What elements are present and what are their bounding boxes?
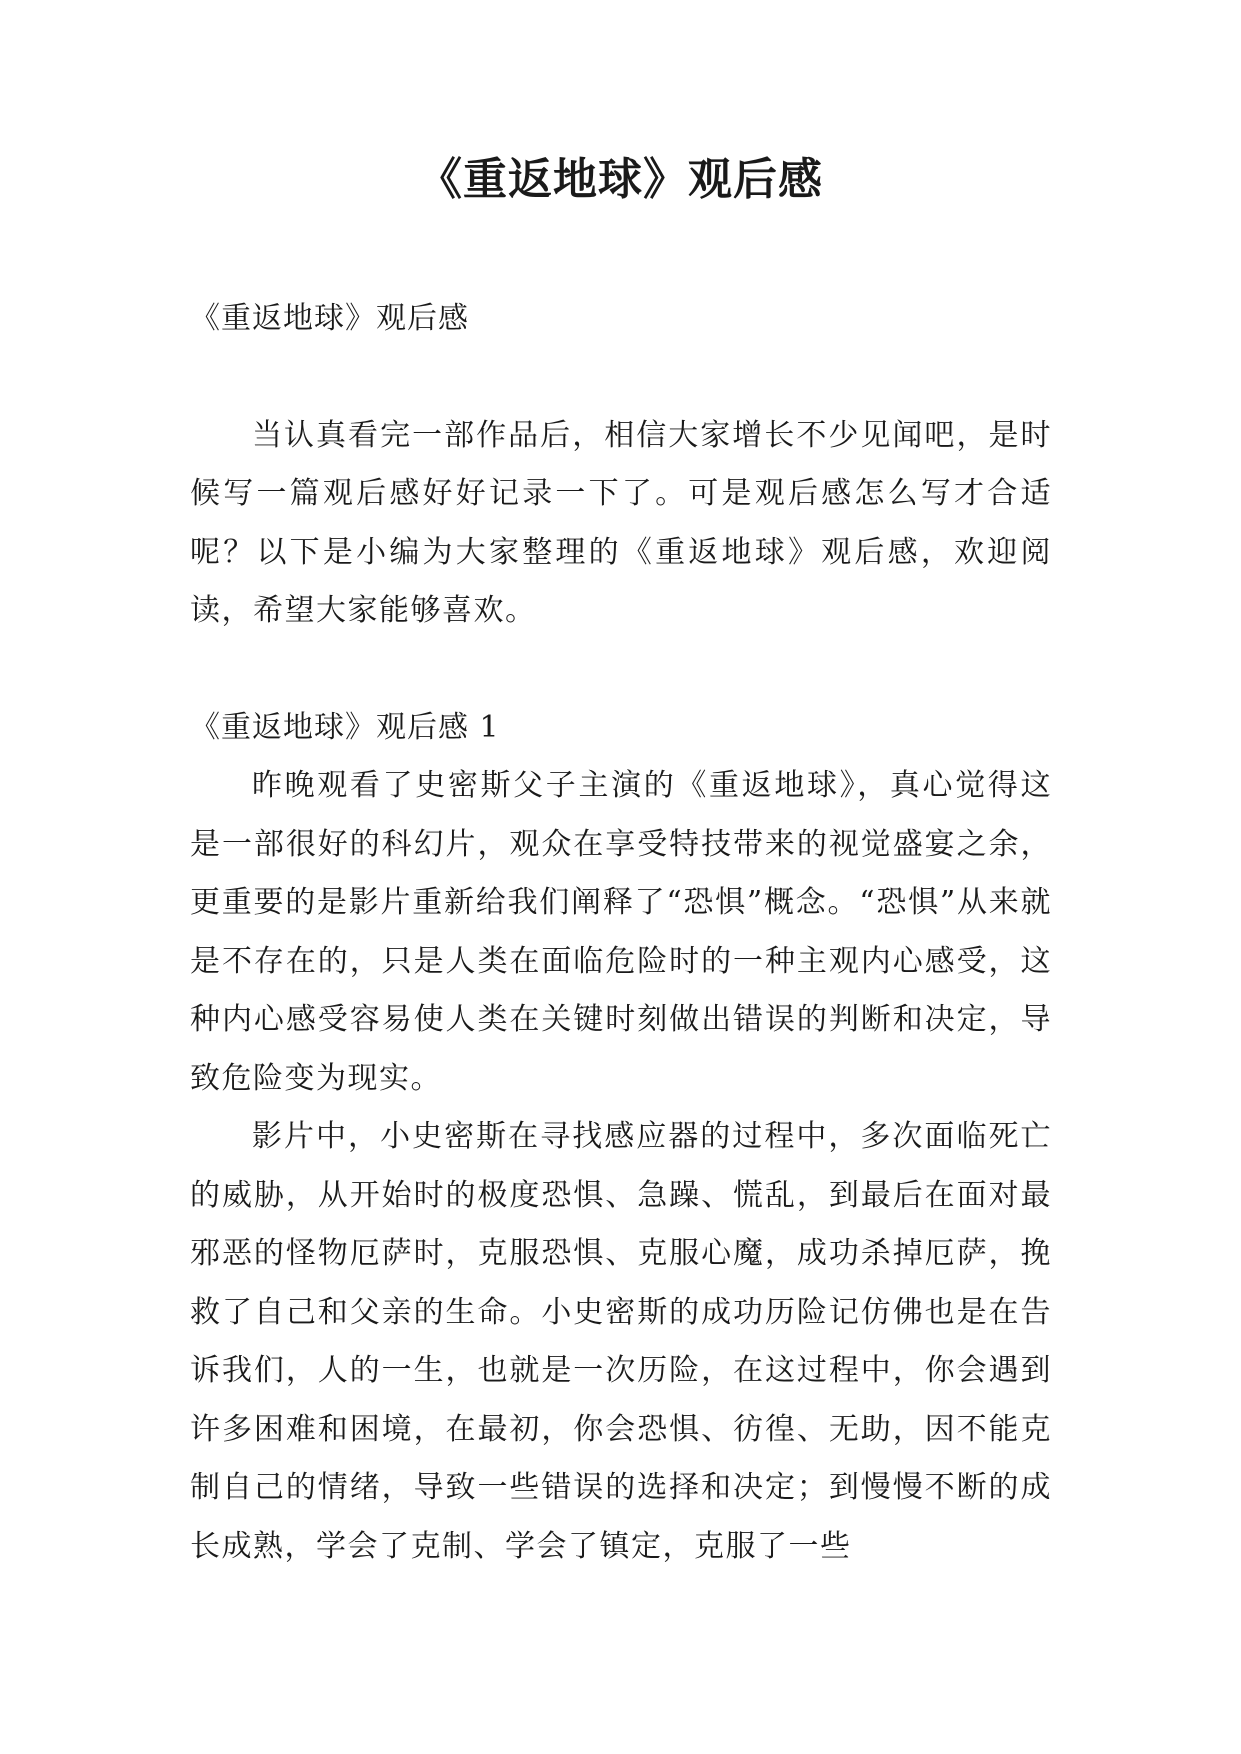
document-body bbox=[190, 290, 1052, 1576]
document-subtitle: 《重返地球》观后感 bbox=[190, 301, 469, 336]
body-paragraph: 影片中，小史密斯在寻找感应器的过程中，多次面临死亡的威胁，从开始时的极度恐惧、急躁、慌乱，到最后在面对最邪恶的怪物厄萨时，克服恐惧、克服心魔，成功杀掉厄萨，挽救了自己和父亲的生命。小史密斯的成功历险记仿佛也是在告诉我们，人的一生，也就是一次历险，在这过程中，你会遇到许多困难和困境，在最初，你会恐惧、彷徨、无助，因不能克制自己的情绪，导致一些错误的选择和决定；到慢慢不断的成长成熟，学会了克制、学会了镇定，克服了一些 bbox=[190, 1119, 1052, 1564]
section-heading: 《重返地球》观后感 1 bbox=[190, 709, 500, 745]
body-paragraph: 昨晚观看了史密斯父子主演的《重返地球》，真心觉得这是一部很好的科幻片，观众在享受特技带来的视觉盛宴之余，更重要的是影片重新给我们阐释了“恐惧”概念。“恐惧”从来就是不存在的，只是人类在面临危险时的一种主观内心感受，这种内心感受容易使人类在关键时刻做出错误的判断和决定，导致危险变为现实。 bbox=[190, 768, 1052, 1096]
document-title: 《重返地球》观后感 bbox=[418, 154, 823, 205]
intro-paragraph: 当认真看完一部作品后，相信大家增长不少见闻吧，是时候写一篇观后感好好记录一下了。可是观后感怎么写才合适呢？以下是小编为大家整理的《重返地球》观后感，欢迎阅读，希望大家能够喜欢。 bbox=[190, 417, 1052, 628]
